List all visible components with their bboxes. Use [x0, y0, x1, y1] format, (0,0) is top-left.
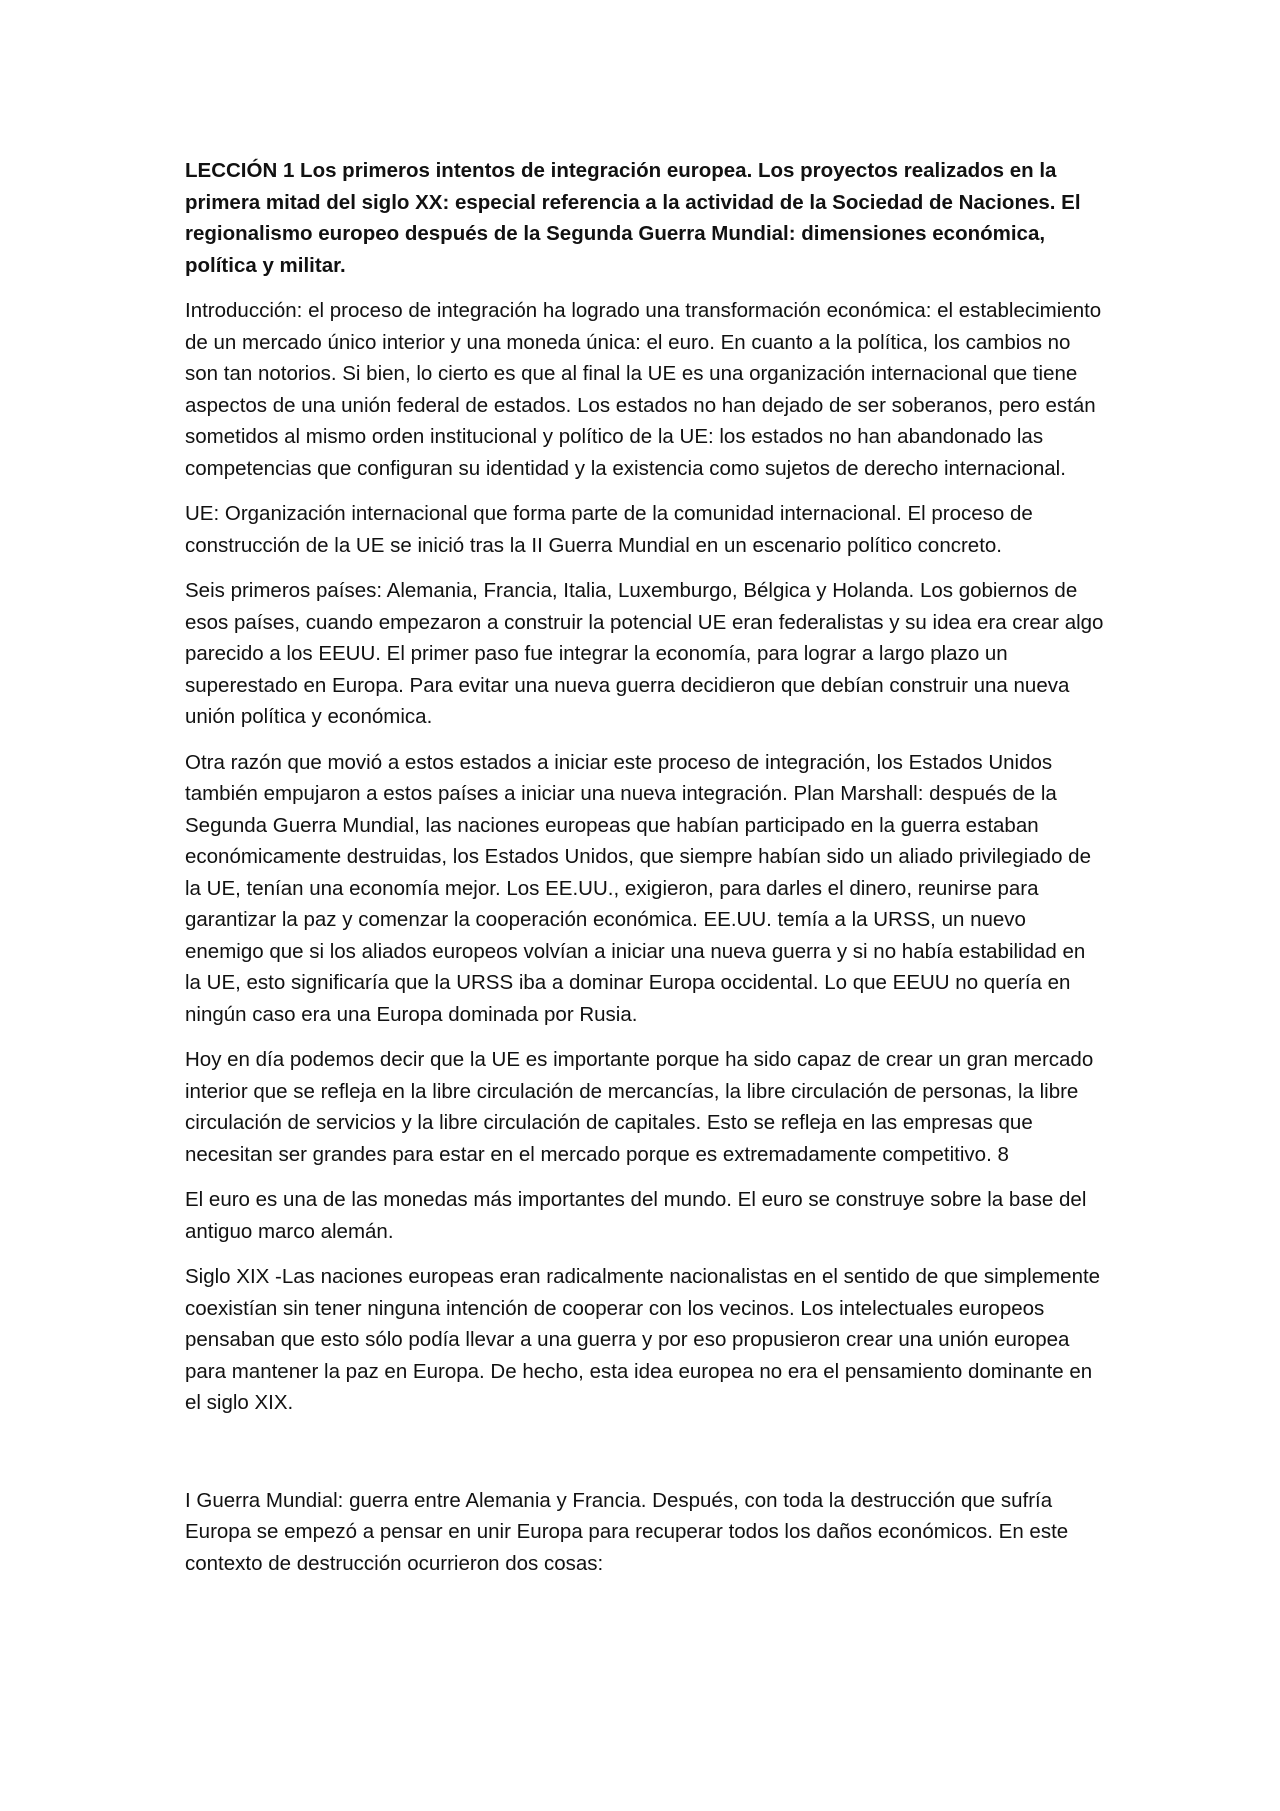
- paragraph-introduccion: Introducción: el proceso de integración ha logrado una transformación económica: el establecimiento de un mercado único interior y una moneda única: el euro. En cuanto a la política, los cambios no son tan notorios. Si bien, lo cierto es que al final la UE es una organización internacional que tiene aspectos de una unión federal de estados. Los estados no han dejado de ser soberanos, pero están sometidos al mismo orden institucional y político de la UE: los estados no han abandonado las competencias que configuran su identidad y la existencia como sujetos de derecho internacional.: [185, 299, 1102, 480]
- paragraph-seis-paises: Seis primeros países: Alemania, Francia, Italia, Luxemburgo, Bélgica y Holanda. Los gobiernos de esos países, cuando empezaron a construir la potencial UE eran federalistas y su idea era crear algo parecido a los EEUU. El primer paso fue integrar la economía, para lograr a largo plazo un superestado en Europa. Para evitar una nueva guerra decidieron que debían construir una nueva unión política y económica.: [185, 579, 1104, 728]
- paragraph-siglo-xix: Siglo XIX -Las naciones europeas eran radicalmente nacionalistas en el sentido de que simplemente coexistían sin tener ninguna intención de cooperar con los vecinos. Los intelectuales europeos pensaban que esto sólo podía llevar a una guerra y por eso propusieron crear una unión europea para mantener la paz en Europa. De hecho, esta idea europea no era el pensamiento dominante en el siglo XIX.: [185, 1265, 1101, 1414]
- document-body: [185, 155, 1105, 1593]
- paragraph-mercado-interior: Hoy en día podemos decir que la UE es importante porque ha sido capaz de crear un gran mercado interior que se refleja en la libre circulación de mercancías, la libre circulación de personas, la libre circulación de servicios y la libre circulación de capitales. Esto se refleja en las empresas que necesitan ser grandes para estar en el mercado porque es extremadamente competitivo. 8: [185, 1048, 1094, 1166]
- paragraph-plan-marshall: Otra razón que movió a estos estados a iniciar este proceso de integración, los Estados Unidos también empujaron a estos países a iniciar una nueva integración. Plan Marshall: después de la Segunda Guerra Mundial, las naciones europeas que habían participado en la guerra estaban económicamente destruidas, los Estados Unidos, que siempre habían sido un aliado privilegiado de la UE, tenían una economía mejor. Los EE.UU., exigieron, para darles el dinero, reunirse para garantizar la paz y comenzar la cooperación económica. EE.UU. temía a la URSS, un nuevo enemigo que si los aliados europeos volvían a iniciar una nueva guerra y si no había estabilidad en la UE, esto significaría que la URSS iba a dominar Europa occidental. Lo que EEUU no quería en ningún caso era una Europa dominada por Rusia.: [185, 750, 1091, 1026]
- paragraph-euro: El euro es una de las monedas más importantes del mundo. El euro se construye sobre la base del antiguo marco alemán.: [185, 1188, 1087, 1243]
- paragraph-i-guerra-mundial: I Guerra Mundial: guerra entre Alemania y Francia. Después, con toda la destrucción que sufría Europa se empezó a pensar en unir Europa para recuperar todos los daños económicos. En este contexto de destrucción ocurrieron dos cosas:: [185, 1488, 1069, 1575]
- lesson-heading: LECCIÓN 1 Los primeros intentos de integración europea. Los proyectos realizados en la primera mitad del siglo XX: especial referencia a la actividad de la Sociedad de Naciones. El regionalismo europeo después de la Segunda Guerra Mundial: dimensiones económica, política y militar.: [185, 159, 1081, 277]
- paragraph-ue-definicion: UE: Organización internacional que forma parte de la comunidad internacional. El proceso de construcción de la UE se inició tras la II Guerra Mundial en un escenario político concreto.: [185, 502, 1033, 557]
- blank-line: [185, 1433, 1105, 1485]
